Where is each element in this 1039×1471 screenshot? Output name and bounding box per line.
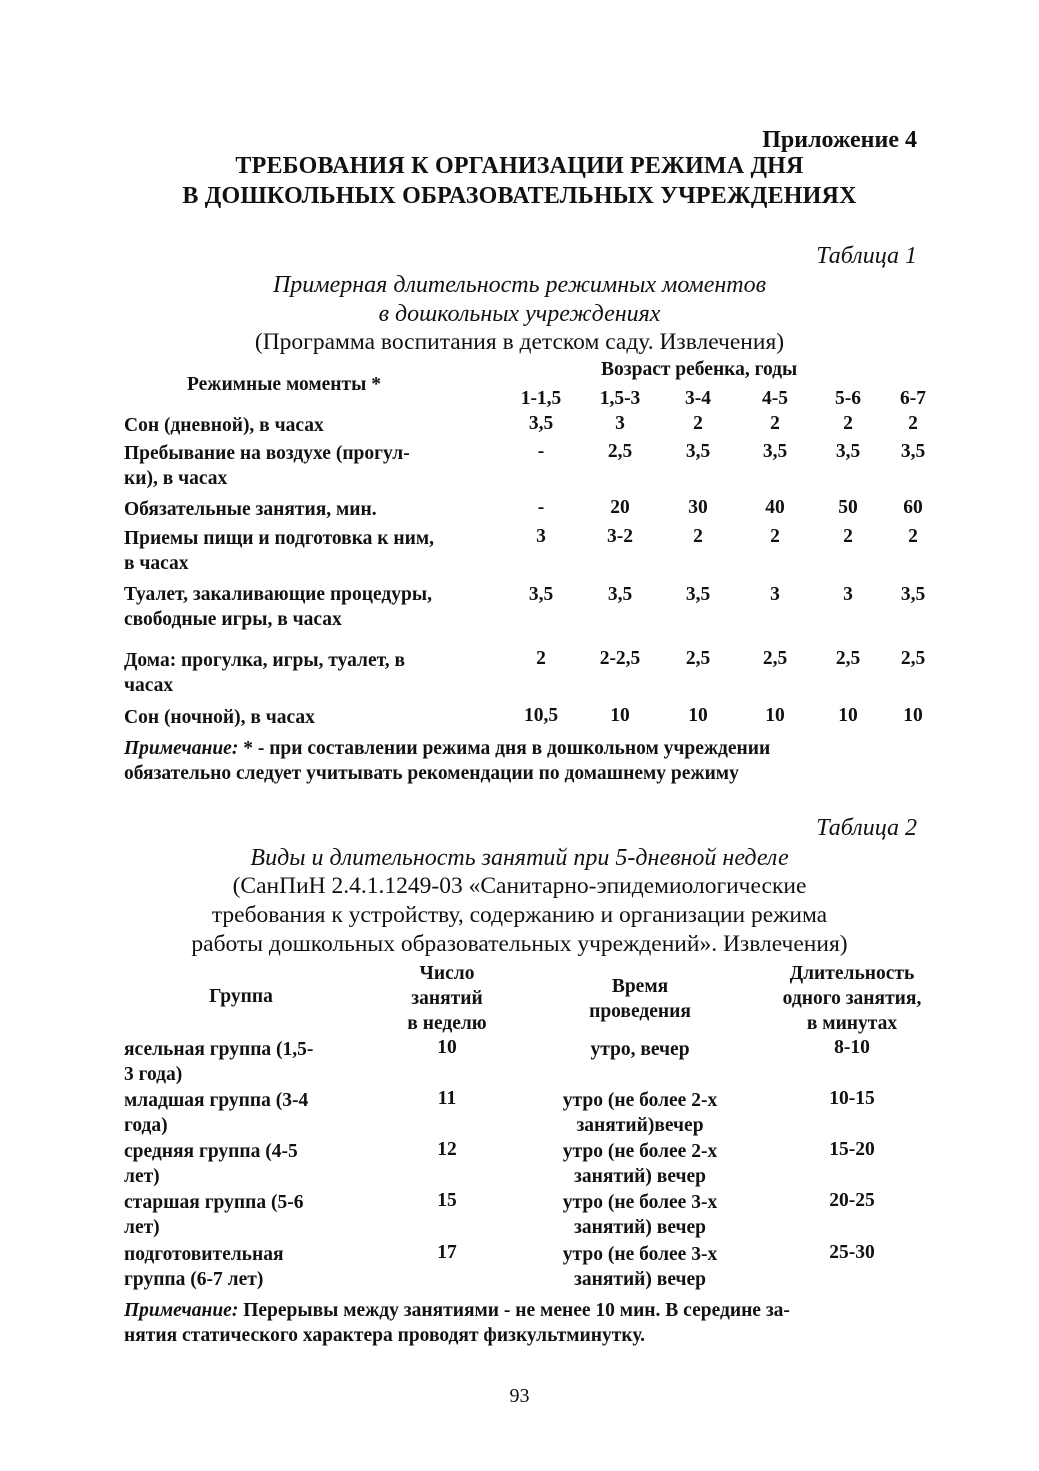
table2-header-group: Группа bbox=[209, 986, 273, 1007]
table1-row-label-line2: свободные игры, в часах bbox=[124, 609, 342, 630]
table2-duration-cell: 8-10 bbox=[834, 1037, 870, 1058]
table1-cell: 10,5 bbox=[523, 705, 559, 726]
table2-header-count-l3: в неделю bbox=[407, 1013, 487, 1034]
table2-header-duration-l2: одного занятия, bbox=[782, 988, 922, 1009]
table2-count-cell: 12 bbox=[437, 1139, 457, 1160]
table1-cell: 2-2,5 bbox=[599, 648, 641, 669]
table2-title: Виды и длительность занятий при 5-дневной неделе bbox=[250, 845, 789, 871]
table2-header-count-l2: занятий bbox=[411, 988, 483, 1009]
table1-cell: 3 bbox=[843, 584, 853, 605]
table1-cell: 2 bbox=[693, 526, 703, 547]
table1-row-label-line1: Приемы пищи и подготовка к ним, bbox=[124, 528, 435, 549]
table1-cell: 2,5 bbox=[762, 648, 788, 669]
table2-time-line1: утро (не более 2-х bbox=[562, 1141, 718, 1162]
table1-note-line2: обязательно следует учитывать рекомендации по домашнему режиму bbox=[124, 763, 739, 784]
table2-label: Таблица 2 bbox=[816, 815, 917, 841]
table1-cell: 50 bbox=[838, 497, 858, 518]
table1-cell: 3,5 bbox=[835, 441, 861, 462]
table1-age-header: 1-1,5 bbox=[520, 388, 562, 409]
table2-header-time-l2: проведения bbox=[589, 1001, 691, 1022]
table1-cell: 2 bbox=[843, 526, 853, 547]
table1-cell: 2 bbox=[770, 526, 780, 547]
table1-cell: 10 bbox=[765, 705, 785, 726]
table1-cell: 60 bbox=[903, 497, 923, 518]
table1-row-label-line2: ки), в часах bbox=[124, 468, 228, 489]
table1-row-label-line1: Дома: прогулка, игры, туалет, в bbox=[124, 650, 406, 671]
table1-row-label bbox=[124, 526, 434, 576]
table1-note-line1 bbox=[124, 736, 770, 761]
table1-cell: 2 bbox=[908, 413, 918, 434]
table1-title-line2: в дошкольных учреждениях bbox=[378, 301, 661, 327]
table2-time-cell bbox=[530, 1088, 750, 1138]
table1-cell: 3,5 bbox=[685, 584, 711, 605]
table2-duration-cell: 20-25 bbox=[829, 1190, 875, 1211]
table1-age-header: 6-7 bbox=[900, 388, 926, 409]
table2-group-line2: года) bbox=[124, 1115, 168, 1136]
table1-cell: 2,5 bbox=[607, 441, 633, 462]
table2-group-cell bbox=[124, 1037, 313, 1087]
table1-cell: 3,5 bbox=[528, 413, 554, 434]
table2-group-cell bbox=[124, 1139, 298, 1189]
table1-cell: 40 bbox=[765, 497, 785, 518]
table1-note-text: * - при составлении режима дня в дошкольном учреждении bbox=[238, 738, 771, 759]
table2-time-line2: занятий) вечер bbox=[574, 1269, 706, 1290]
table2-header-time-l1: Время bbox=[611, 976, 669, 997]
table1-source: (Программа воспитания в детском саду. Извлечения) bbox=[254, 329, 785, 355]
table2-note-text: Перерывы между занятиями - не менее 10 мин. В середине за- bbox=[238, 1300, 790, 1321]
table2-group-line1: младшая группа (3-4 bbox=[124, 1090, 309, 1111]
table1-cell: 2 bbox=[693, 413, 703, 434]
table2-group-line1: старшая группа (5-6 bbox=[124, 1192, 304, 1213]
table1-age-header: 1,5-3 bbox=[599, 388, 641, 409]
table1-cell: 3,5 bbox=[607, 584, 633, 605]
table1-cell: 2 bbox=[770, 413, 780, 434]
document-title-line1: ТРЕБОВАНИЯ К ОРГАНИЗАЦИИ РЕЖИМА ДНЯ bbox=[235, 153, 804, 179]
table2-duration-cell: 10-15 bbox=[829, 1088, 875, 1109]
table2-note-line1 bbox=[124, 1298, 790, 1323]
table2-group-cell bbox=[124, 1088, 308, 1138]
table1-cell: 3-2 bbox=[607, 526, 633, 547]
table2-count-cell: 15 bbox=[437, 1190, 457, 1211]
table1-label: Таблица 1 bbox=[816, 243, 917, 269]
table2-time-line1: утро (не более 3-х bbox=[562, 1244, 718, 1265]
table2-header-duration-l3: в минутах bbox=[806, 1013, 898, 1034]
table2-group-line1: средняя группа (4-5 bbox=[124, 1141, 298, 1162]
table2-time-line1: утро (не более 2-х bbox=[562, 1090, 718, 1111]
table1-cell: 3,5 bbox=[762, 441, 788, 462]
table1-row-label: Сон (ночной), в часах bbox=[124, 707, 315, 728]
table1-row-label-line2: в часах bbox=[124, 553, 189, 574]
table1-cell: 10 bbox=[688, 705, 708, 726]
table1-age-header: 3-4 bbox=[685, 388, 711, 409]
table1-row-label: Сон (дневной), в часах bbox=[124, 415, 324, 436]
table1-cell: 10 bbox=[838, 705, 858, 726]
table2-time-line2: занятий)вечер bbox=[576, 1115, 704, 1136]
table1-cell: 3,5 bbox=[900, 441, 926, 462]
table1-row-label-line1: Пребывание на воздухе (прогул- bbox=[124, 443, 410, 464]
table1-cell: 3,5 bbox=[685, 441, 711, 462]
table1-cell: 10 bbox=[610, 705, 630, 726]
table1-cell: 2 bbox=[536, 648, 546, 669]
page-number: 93 bbox=[509, 1385, 530, 1407]
table2-header-count bbox=[372, 961, 522, 1036]
table2-count-cell: 17 bbox=[437, 1242, 457, 1263]
table1-cell: 3,5 bbox=[900, 584, 926, 605]
table1-header-age: Возраст ребенка, годы bbox=[601, 359, 798, 380]
table2-group-line2: лет) bbox=[124, 1166, 160, 1187]
table1-cell: - bbox=[537, 497, 545, 518]
table1-cell: 3 bbox=[615, 413, 625, 434]
table1-cell: 2,5 bbox=[685, 648, 711, 669]
table2-header-count-l1: Число bbox=[419, 963, 475, 984]
table1-age-header: 4-5 bbox=[762, 388, 788, 409]
table1-cell: 2 bbox=[843, 413, 853, 434]
table2-count-cell: 11 bbox=[437, 1088, 457, 1109]
table2-group-cell bbox=[124, 1190, 303, 1240]
table1-row-label-line1: Туалет, закаливающие процедуры, bbox=[124, 584, 432, 605]
table2-group-line2: лет) bbox=[124, 1217, 160, 1238]
table2-source-line2: требования к устройству, содержанию и организации режима bbox=[211, 902, 828, 928]
table1-row-label bbox=[124, 441, 410, 491]
table2-source-line1: (СанПиН 2.4.1.1249-03 «Санитарно-эпидемиологические bbox=[232, 873, 807, 899]
table2-group-line1: подготовительная bbox=[124, 1244, 284, 1265]
table1-age-header: 5-6 bbox=[835, 388, 861, 409]
table1-cell: 2,5 bbox=[900, 648, 926, 669]
table1-cell: 3,5 bbox=[528, 584, 554, 605]
table2-header-duration bbox=[752, 961, 952, 1036]
table1-cell: - bbox=[537, 441, 545, 462]
table1-note-label: Примечание: bbox=[124, 738, 239, 759]
table2-note-label: Примечание: bbox=[124, 1300, 239, 1321]
table2-source-line3: работы дошкольных образовательных учреждений». Извлечения) bbox=[191, 931, 848, 957]
table1-row-label bbox=[124, 648, 405, 698]
table2-count-cell: 10 bbox=[437, 1037, 457, 1058]
table2-time-cell bbox=[530, 1139, 750, 1189]
table1-row-label bbox=[124, 582, 432, 632]
table1-cell: 3 bbox=[770, 584, 780, 605]
table2-header-duration-l1: Длительность bbox=[789, 963, 915, 984]
table1-row-label: Обязательные занятия, мин. bbox=[124, 499, 377, 520]
table2-time-line1: утро (не более 3-х bbox=[562, 1192, 718, 1213]
table2-time-cell bbox=[530, 1190, 750, 1240]
table2-group-line2: группа (6-7 лет) bbox=[124, 1269, 264, 1290]
table2-time-cell bbox=[530, 1242, 750, 1292]
table2-time-line1: утро, вечер bbox=[590, 1039, 690, 1060]
table2-note-line2: нятия статического характера проводят физкультминутку. bbox=[124, 1325, 645, 1346]
table1-cell: 3 bbox=[536, 526, 546, 547]
table1-row-label-line2: часах bbox=[124, 675, 174, 696]
table1-cell: 30 bbox=[688, 497, 708, 518]
table1-cell: 2,5 bbox=[835, 648, 861, 669]
table2-header-time bbox=[560, 974, 720, 1024]
appendix-label: Приложение 4 bbox=[762, 127, 917, 153]
document-title-line2: В ДОШКОЛЬНЫХ ОБРАЗОВАТЕЛЬНЫХ УЧРЕЖДЕНИЯХ bbox=[182, 183, 857, 209]
table1-title-line1: Примерная длительность режимных моментов bbox=[272, 272, 767, 298]
table2-time-line2: занятий) вечер bbox=[574, 1217, 706, 1238]
table1-cell: 20 bbox=[610, 497, 630, 518]
table2-group-line1: ясельная группа (1,5- bbox=[124, 1039, 314, 1060]
table2-time-cell bbox=[530, 1037, 750, 1062]
table2-duration-cell: 15-20 bbox=[829, 1139, 875, 1160]
table2-time-line2: занятий) вечер bbox=[574, 1166, 706, 1187]
table2-duration-cell: 25-30 bbox=[829, 1242, 875, 1263]
table1-cell: 10 bbox=[903, 705, 923, 726]
table2-group-line2: 3 года) bbox=[124, 1064, 183, 1085]
table2-group-cell bbox=[124, 1242, 284, 1292]
table1-header-regime: Режимные моменты * bbox=[187, 374, 381, 395]
table1-cell: 2 bbox=[908, 526, 918, 547]
